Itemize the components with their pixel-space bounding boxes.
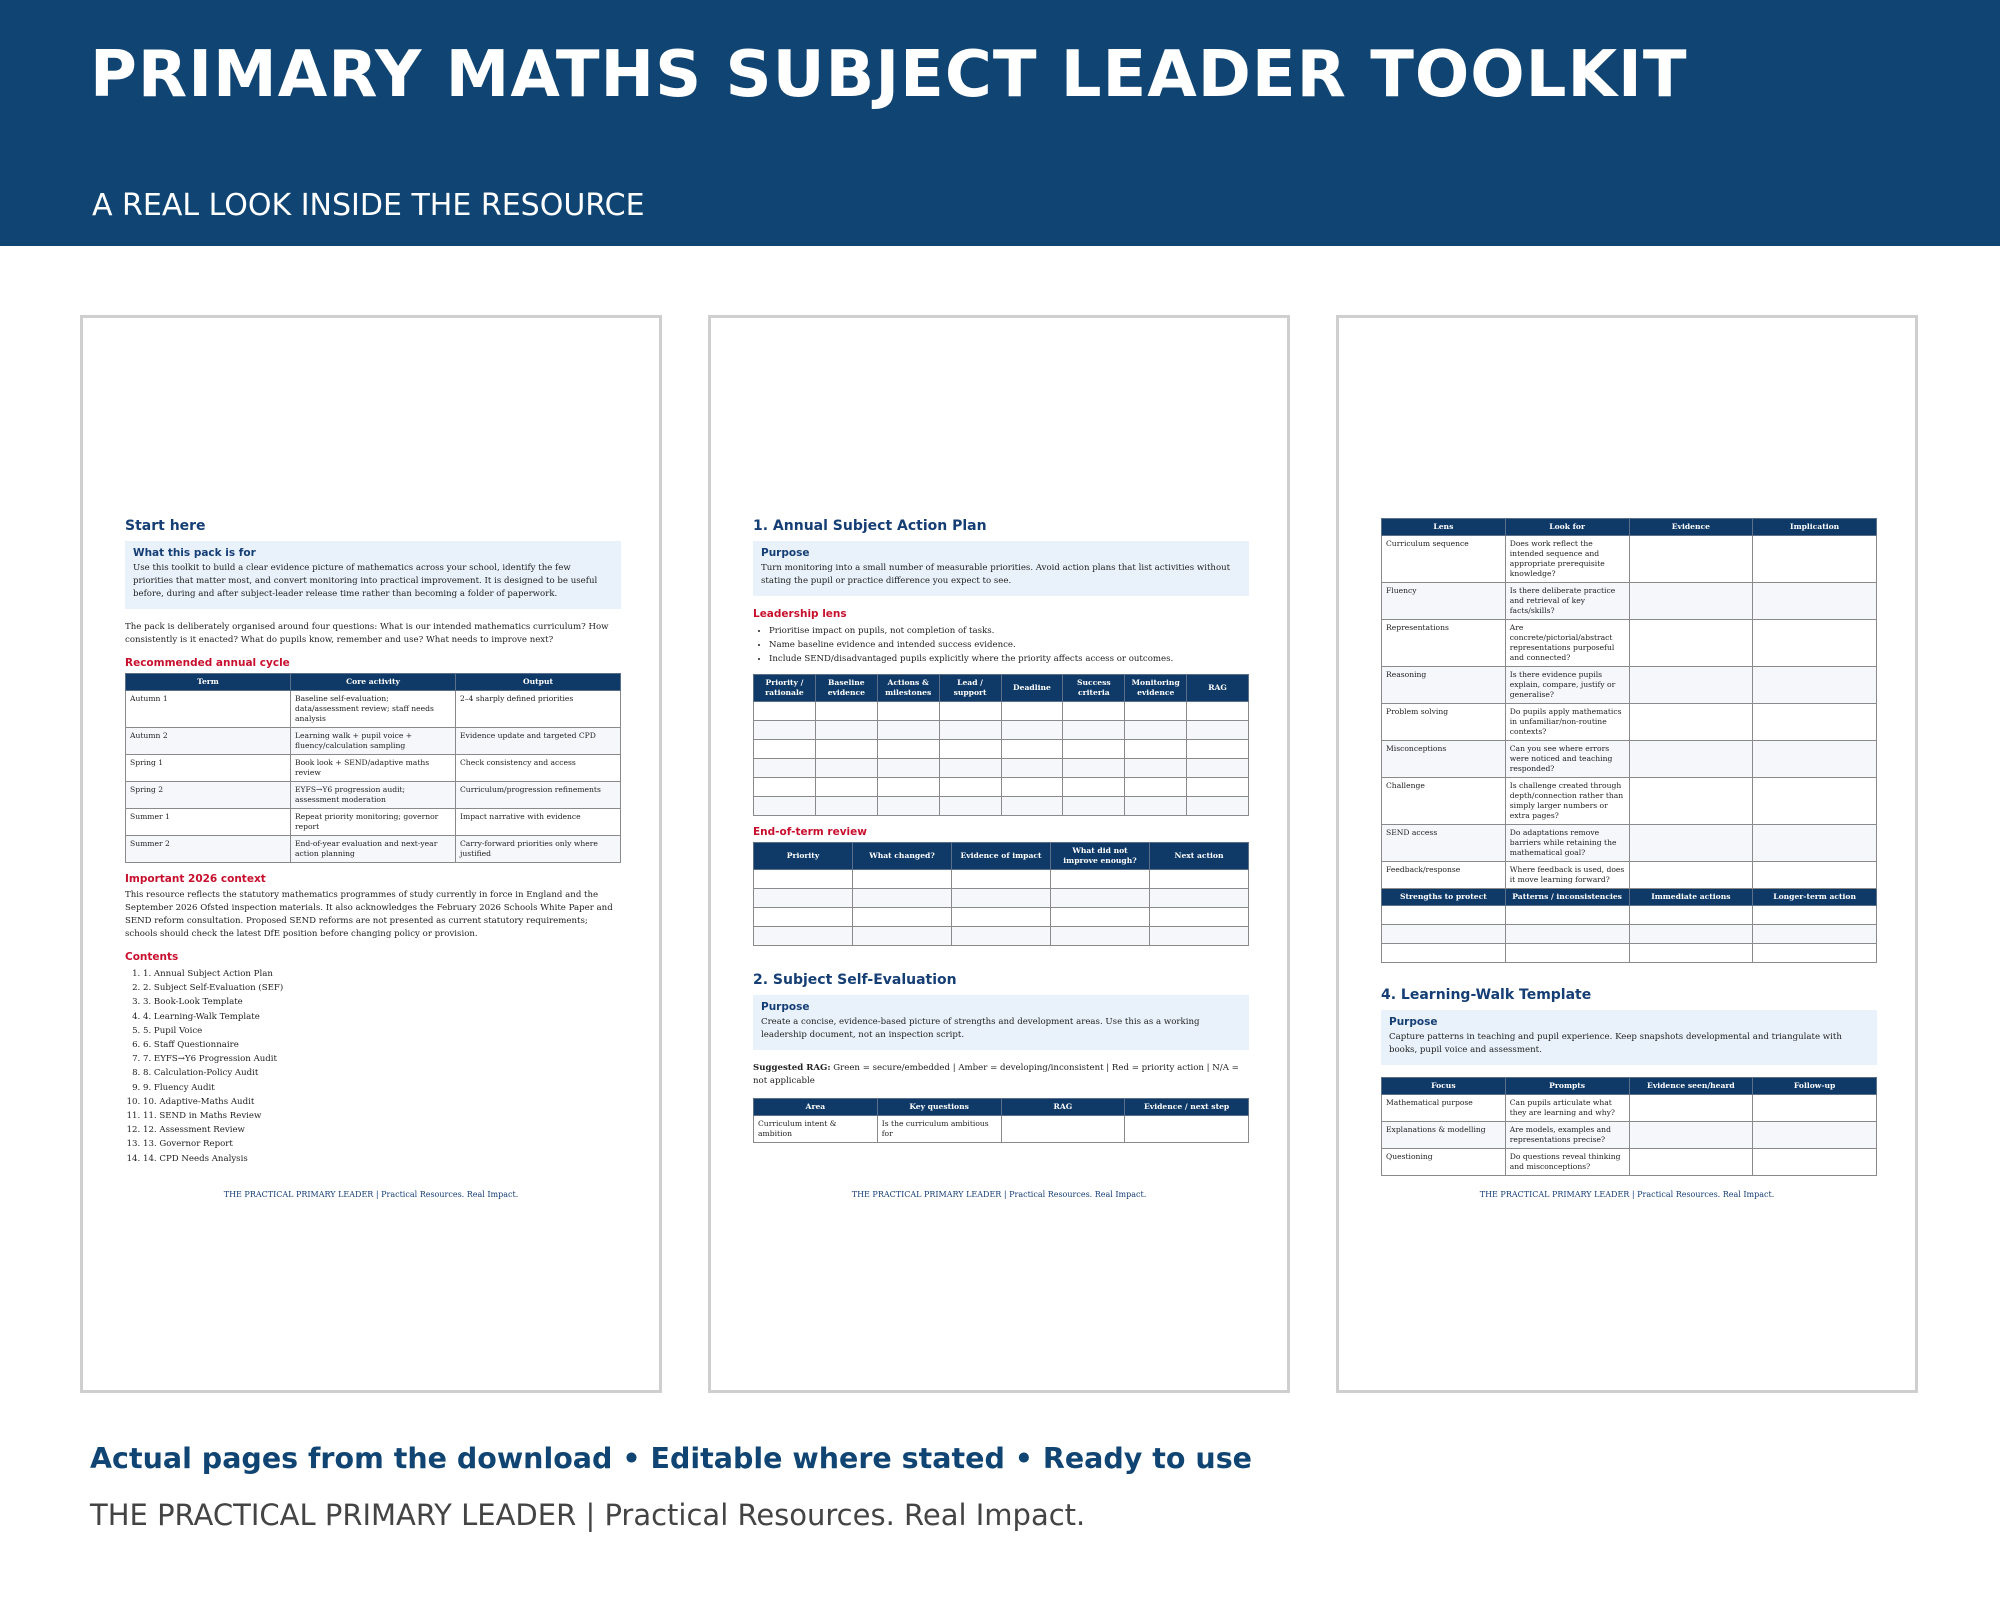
info-box-title: What this pack is for	[133, 547, 256, 559]
table-cell[interactable]	[754, 702, 816, 721]
table-cell[interactable]	[754, 740, 816, 759]
info-box	[125, 541, 621, 609]
table-cell[interactable]	[754, 778, 816, 797]
table-cell[interactable]	[877, 721, 939, 740]
table-cell[interactable]	[1125, 778, 1187, 797]
table-cell[interactable]	[754, 927, 853, 946]
table-cell: Misconceptions	[1382, 741, 1506, 778]
table-cell[interactable]	[1629, 667, 1753, 704]
table-cell[interactable]	[952, 870, 1051, 889]
table-cell[interactable]	[1150, 889, 1249, 908]
intro-paragraph: The pack is deliberately organised around four questions: What is our intended mathematics curriculum? How consistently is it enacted? What do pupils know, remember and use? What needs to improve next?	[125, 622, 609, 645]
table-row	[1382, 906, 1877, 925]
preview-page-action-plan	[708, 315, 1290, 1393]
table-cell: Repeat priority monitoring; governor report	[291, 809, 456, 836]
table-cell[interactable]	[1753, 825, 1877, 862]
table-row	[754, 927, 1249, 946]
table-cell[interactable]	[939, 702, 1001, 721]
table-header: Output	[456, 674, 621, 691]
list-item: 12. 12. Assessment Review	[143, 1123, 621, 1137]
page-content	[1381, 518, 1877, 1176]
table-cell[interactable]	[1382, 925, 1506, 944]
table-cell[interactable]	[939, 778, 1001, 797]
table-cell: Feedback/response	[1382, 862, 1506, 889]
rag-text: Green = secure/embedded | Amber = developing/inconsistent | Red = priority action | N/A = not applicable	[753, 1063, 1239, 1086]
table-row	[754, 889, 1249, 908]
brand-line: THE PRACTICAL PRIMARY LEADER | Practical Resources. Real Impact.	[90, 1498, 1086, 1532]
action-plan-table	[753, 674, 1249, 816]
list-item: 8. 8. Calculation-Policy Audit	[143, 1066, 621, 1080]
table-cell[interactable]	[1150, 927, 1249, 946]
table-row	[754, 759, 1249, 778]
page-title: PRIMARY MATHS SUBJECT LEADER TOOLKIT	[90, 38, 1688, 112]
table-cell[interactable]	[1753, 583, 1877, 620]
table-header: Immediate actions	[1629, 889, 1753, 906]
table-cell[interactable]	[815, 702, 877, 721]
table-cell[interactable]	[1629, 825, 1753, 862]
table-row	[1382, 536, 1877, 583]
context-title: Important 2026 context	[125, 873, 266, 885]
table-cell: Curriculum/progression refinements	[456, 782, 621, 809]
table-cell: Do questions reveal thinking and misconceptions?	[1505, 1149, 1629, 1176]
table-cell[interactable]	[815, 797, 877, 816]
table-cell[interactable]	[877, 740, 939, 759]
table-cell: Questioning	[1382, 1149, 1506, 1176]
table-cell: Do pupils apply mathematics in unfamiliar/non-routine contexts?	[1505, 704, 1629, 741]
list-item: 2. 2. Subject Self-Evaluation (SEF)	[143, 981, 621, 995]
table-cell: Representations	[1382, 620, 1506, 667]
info-box	[1381, 1010, 1877, 1065]
list-item: 6. 6. Staff Questionnaire	[143, 1038, 621, 1052]
table-cell[interactable]	[815, 759, 877, 778]
info-box-text: Capture patterns in teaching and pupil experience. Keep snapshots developmental and triangulate with books, pupil voice and assessment.	[1389, 1032, 1842, 1055]
table-cell[interactable]	[1629, 925, 1753, 944]
list-item: 9. 9. Fluency Audit	[143, 1081, 621, 1095]
table-cell[interactable]	[853, 870, 952, 889]
table-header: Priority / rationale	[754, 675, 816, 702]
table-cell: Impact narrative with evidence	[456, 809, 621, 836]
table-header: What changed?	[853, 843, 952, 870]
table-header: Evidence	[1629, 519, 1753, 536]
list-item: • Include SEND/disadvantaged pupils explicitly where the priority affects access or outcomes.	[769, 652, 1249, 666]
info-box	[753, 995, 1249, 1050]
list-item: • Name baseline evidence and intended success evidence.	[769, 638, 1249, 652]
table-cell[interactable]	[1753, 944, 1877, 963]
table-header: Monitoring evidence	[1125, 675, 1187, 702]
table-cell[interactable]	[1051, 889, 1150, 908]
table-header: Patterns / inconsistencies	[1505, 889, 1629, 906]
table-header: RAG	[1187, 675, 1249, 702]
table-cell: Spring 2	[126, 782, 291, 809]
table-header: Follow-up	[1753, 1078, 1877, 1095]
table-header: Core activity	[291, 674, 456, 691]
table-row	[1382, 862, 1877, 889]
table-cell[interactable]	[1753, 704, 1877, 741]
learning-walk-table	[1381, 1077, 1877, 1176]
table-cell[interactable]	[853, 889, 952, 908]
table-cell: Reasoning	[1382, 667, 1506, 704]
table-cell[interactable]	[1753, 862, 1877, 889]
info-box-text: Turn monitoring into a small number of measurable priorities. Avoid action plans that list activities without stating the pupil or practice difference you expect to see.	[761, 563, 1231, 586]
section-heading: 1. Annual Subject Action Plan	[753, 518, 987, 534]
table-cell[interactable]	[1125, 1116, 1249, 1143]
table-cell: Summer 2	[126, 836, 291, 863]
table-cell[interactable]	[1063, 740, 1125, 759]
table-cell: Where feedback is used, does it move learning forward?	[1505, 862, 1629, 889]
table-cell[interactable]	[1001, 778, 1063, 797]
table-cell[interactable]	[754, 797, 816, 816]
page-footer: THE PRACTICAL PRIMARY LEADER | Practical Resources. Real Impact.	[1479, 1190, 1775, 1199]
self-evaluation-table	[753, 1098, 1249, 1143]
page-footer: THE PRACTICAL PRIMARY LEADER | Practical Resources. Real Impact.	[851, 1190, 1147, 1199]
table-cell[interactable]	[1063, 721, 1125, 740]
list-item: 11. 11. SEND in Maths Review	[143, 1109, 621, 1123]
table-cell[interactable]	[853, 908, 952, 927]
table-cell: Baseline self-evaluation; data/assessment review; staff needs analysis	[291, 691, 456, 728]
table-cell: Are models, examples and representations precise?	[1505, 1122, 1629, 1149]
table-cell[interactable]	[939, 740, 1001, 759]
table-cell[interactable]	[1753, 778, 1877, 825]
table-cell: Can pupils articulate what they are learning and why?	[1505, 1095, 1629, 1122]
table-cell: Learning walk + pupil voice + fluency/calculation sampling	[291, 728, 456, 755]
table-cell[interactable]	[1001, 797, 1063, 816]
table-row	[126, 691, 621, 728]
table-cell[interactable]	[1382, 944, 1506, 963]
table-cell[interactable]	[952, 908, 1051, 927]
table-header: Look for	[1505, 519, 1629, 536]
table-cell[interactable]	[1629, 583, 1753, 620]
table-cell: Autumn 1	[126, 691, 291, 728]
table-cell: Is the curriculum ambitious for	[877, 1116, 1001, 1143]
table-row	[1382, 1149, 1877, 1176]
table-cell: Explanations & modelling	[1382, 1122, 1506, 1149]
table-cell[interactable]	[1629, 944, 1753, 963]
table-row	[1382, 667, 1877, 704]
table-row	[1382, 825, 1877, 862]
contents-title: Contents	[125, 951, 179, 963]
section-heading: 2. Subject Self-Evaluation	[753, 972, 957, 988]
table-cell: Check consistency and access	[456, 755, 621, 782]
table-cell[interactable]	[1629, 1095, 1753, 1122]
table-cell: Is challenge created through depth/connection rather than simply larger numbers or extra pages?	[1505, 778, 1629, 825]
table-cell[interactable]	[1629, 704, 1753, 741]
table-cell[interactable]	[877, 759, 939, 778]
table-cell[interactable]	[754, 759, 816, 778]
table-cell[interactable]	[1505, 925, 1629, 944]
table-cell[interactable]	[1187, 797, 1249, 816]
lens-list	[753, 624, 1249, 666]
table-header: Strengths to protect	[1382, 889, 1506, 906]
table-row	[754, 740, 1249, 759]
table-cell[interactable]	[1753, 741, 1877, 778]
table-row	[126, 782, 621, 809]
table-row	[754, 721, 1249, 740]
table-row	[1382, 1095, 1877, 1122]
table-cell[interactable]	[1125, 797, 1187, 816]
table-cell[interactable]	[1001, 721, 1063, 740]
table-header: Priority	[754, 843, 853, 870]
table-cell[interactable]	[1753, 906, 1877, 925]
context-paragraph: This resource reflects the statutory mathematics programmes of study currently in force in England and the September 2026 Ofsted inspection materials. It also acknowledges the February 2026 Schools White Paper and SEND reform consultation. Proposed SEND reforms are not presented as current statutory requirements; schools should check the latest DfE position before changing policy or provision.	[125, 890, 613, 939]
table-cell: 2–4 sharply defined priorities	[456, 691, 621, 728]
list-item: 7. 7. EYFS→Y6 Progression Audit	[143, 1052, 621, 1066]
table-header: Implication	[1753, 519, 1877, 536]
table-header: Deadline	[1001, 675, 1063, 702]
table-row	[754, 1116, 1249, 1143]
annual-cycle-table	[125, 673, 621, 863]
table-cell[interactable]	[1125, 740, 1187, 759]
review-title: End-of-term review	[753, 826, 867, 838]
table-cell[interactable]	[877, 702, 939, 721]
header-banner	[0, 0, 2000, 246]
table-cell[interactable]	[815, 740, 877, 759]
table-cell[interactable]	[815, 721, 877, 740]
page-content	[753, 518, 1249, 1143]
table-header: Area	[754, 1099, 878, 1116]
table-cell: Do adaptations remove barriers while retaining the mathematical goal?	[1505, 825, 1629, 862]
table-row	[126, 728, 621, 755]
table-cell[interactable]	[1629, 862, 1753, 889]
table-cell[interactable]	[1063, 759, 1125, 778]
table-cell[interactable]	[939, 797, 1001, 816]
table-header: Prompts	[1505, 1078, 1629, 1095]
table-cell: Is there deliberate practice and retrieval of key facts/skills?	[1505, 583, 1629, 620]
table-row	[1382, 620, 1877, 667]
table-cell[interactable]	[754, 870, 853, 889]
page-footer: THE PRACTICAL PRIMARY LEADER | Practical Resources. Real Impact.	[223, 1190, 519, 1199]
table-cell: Can you see where errors were noticed and teaching responded?	[1505, 741, 1629, 778]
section-heading: Start here	[125, 518, 206, 534]
table-cell: Summer 1	[126, 809, 291, 836]
contents-list	[125, 967, 621, 1166]
table-header: Actions & milestones	[877, 675, 939, 702]
table-row	[1382, 583, 1877, 620]
table-row	[1382, 925, 1877, 944]
table-cell[interactable]	[754, 908, 853, 927]
table-header: Lens	[1382, 519, 1506, 536]
table-cell[interactable]	[939, 721, 1001, 740]
end-of-term-review-table	[753, 842, 1249, 946]
tagline: Actual pages from the download • Editable where stated • Ready to use	[90, 1442, 1253, 1475]
info-box-text: Create a concise, evidence-based picture of strengths and development areas. Use this as a working leadership document, not an inspection script.	[761, 1017, 1200, 1040]
table-header: Evidence / next step	[1125, 1099, 1249, 1116]
rag-label: Suggested RAG:	[753, 1063, 831, 1073]
table-cell: Carry-forward priorities only where justified	[456, 836, 621, 863]
book-look-table	[1381, 518, 1877, 963]
table-header: Next action	[1150, 843, 1249, 870]
table-header: Term	[126, 674, 291, 691]
table-row	[1382, 704, 1877, 741]
table-cell: Spring 1	[126, 755, 291, 782]
table-header: Evidence seen/heard	[1629, 1078, 1753, 1095]
table-cell[interactable]	[1753, 925, 1877, 944]
table-row	[1382, 944, 1877, 963]
table-row	[1382, 778, 1877, 825]
table-row	[754, 908, 1249, 927]
table-cell[interactable]	[939, 759, 1001, 778]
table-cell[interactable]	[1753, 1149, 1877, 1176]
table-cell[interactable]	[1187, 721, 1249, 740]
table-cell[interactable]	[1001, 702, 1063, 721]
table-cell[interactable]	[1753, 536, 1877, 583]
table-cell[interactable]	[1629, 906, 1753, 925]
table-cell[interactable]	[1051, 927, 1150, 946]
table-cell: SEND access	[1382, 825, 1506, 862]
table-cell[interactable]	[1629, 741, 1753, 778]
table-cell[interactable]	[1001, 1116, 1125, 1143]
table-cell: Mathematical purpose	[1382, 1095, 1506, 1122]
table-row	[126, 809, 621, 836]
table-cell[interactable]	[1125, 721, 1187, 740]
table-row	[1382, 1122, 1877, 1149]
table-header: RAG	[1001, 1099, 1125, 1116]
table-row	[1382, 741, 1877, 778]
info-box-text: Use this toolkit to build a clear evidence picture of mathematics across your school, identify the few priorities that matter most, and convert monitoring into practical improvement. It is designed to be useful before, during and after subject-leader release time rather than becoming a folder of paperwork.	[133, 563, 598, 599]
info-box-title: Purpose	[1389, 1016, 1438, 1028]
table-cell[interactable]	[1125, 759, 1187, 778]
list-item: • Prioritise impact on pupils, not completion of tasks.	[769, 624, 1249, 638]
info-box-title: Purpose	[761, 547, 810, 559]
table-cell[interactable]	[952, 889, 1051, 908]
page-content	[125, 518, 621, 1166]
table-row	[754, 797, 1249, 816]
table-cell[interactable]	[1051, 908, 1150, 927]
table-cell[interactable]	[1505, 944, 1629, 963]
info-box	[753, 541, 1249, 596]
table-row	[754, 702, 1249, 721]
table-cell[interactable]	[754, 889, 853, 908]
table-cell: Fluency	[1382, 583, 1506, 620]
table-cell[interactable]	[815, 778, 877, 797]
section-heading: 4. Learning-Walk Template	[1381, 987, 1592, 1003]
table-cell[interactable]	[1063, 778, 1125, 797]
table-cell: Are concrete/pictorial/abstract representations purposeful and connected?	[1505, 620, 1629, 667]
table-header: Baseline evidence	[815, 675, 877, 702]
table-header: Success criteria	[1063, 675, 1125, 702]
table-cell: End-of-year evaluation and next-year action planning	[291, 836, 456, 863]
table-cell[interactable]	[1051, 870, 1150, 889]
table-cell[interactable]	[1001, 759, 1063, 778]
table-cell[interactable]	[1629, 536, 1753, 583]
cycle-title: Recommended annual cycle	[125, 657, 290, 669]
table-cell[interactable]	[1063, 702, 1125, 721]
table-cell[interactable]	[1187, 759, 1249, 778]
table-cell[interactable]	[1063, 797, 1125, 816]
table-cell[interactable]	[1187, 702, 1249, 721]
table-cell[interactable]	[952, 927, 1051, 946]
table-cell: EYFS→Y6 progression audit; assessment moderation	[291, 782, 456, 809]
table-cell[interactable]	[877, 778, 939, 797]
table-cell[interactable]	[1629, 778, 1753, 825]
table-cell[interactable]	[853, 927, 952, 946]
table-cell[interactable]	[1187, 778, 1249, 797]
table-row	[126, 755, 621, 782]
table-header: Focus	[1382, 1078, 1506, 1095]
page-subtitle: A REAL LOOK INSIDE THE RESOURCE	[92, 188, 645, 223]
list-item: 3. 3. Book-Look Template	[143, 995, 621, 1009]
table-cell[interactable]	[1505, 906, 1629, 925]
table-cell: Challenge	[1382, 778, 1506, 825]
table-cell: Evidence update and targeted CPD	[456, 728, 621, 755]
table-cell: Curriculum sequence	[1382, 536, 1506, 583]
table-cell[interactable]	[1125, 702, 1187, 721]
table-header: What did not improve enough?	[1051, 843, 1150, 870]
table-header: Lead / support	[939, 675, 1001, 702]
table-cell[interactable]	[1150, 908, 1249, 927]
table-cell: Autumn 2	[126, 728, 291, 755]
table-cell[interactable]	[1150, 870, 1249, 889]
list-item: 10. 10. Adaptive-Maths Audit	[143, 1095, 621, 1109]
table-cell: Book look + SEND/adaptive maths review	[291, 755, 456, 782]
list-item: 4. 4. Learning-Walk Template	[143, 1010, 621, 1024]
table-row	[754, 870, 1249, 889]
info-box-title: Purpose	[761, 1001, 810, 1013]
list-item: 1. 1. Annual Subject Action Plan	[143, 967, 621, 981]
table-cell[interactable]	[1382, 906, 1506, 925]
table-row	[754, 778, 1249, 797]
lens-title: Leadership lens	[753, 608, 847, 620]
list-item: 14. 14. CPD Needs Analysis	[143, 1152, 621, 1166]
table-cell: Curriculum intent & ambition	[754, 1116, 878, 1143]
table-cell[interactable]	[1753, 620, 1877, 667]
table-cell[interactable]	[1753, 667, 1877, 704]
table-cell[interactable]	[1629, 620, 1753, 667]
table-cell: Problem solving	[1382, 704, 1506, 741]
preview-page-start-here	[80, 315, 662, 1393]
table-header: Longer-term action	[1753, 889, 1877, 906]
table-cell[interactable]	[1753, 1122, 1877, 1149]
table-cell[interactable]	[1187, 740, 1249, 759]
rag-key	[753, 1062, 1249, 1088]
table-cell[interactable]	[1753, 1095, 1877, 1122]
preview-page-book-look	[1336, 315, 1918, 1393]
table-row	[126, 836, 621, 863]
list-item: 13. 13. Governor Report	[143, 1137, 621, 1151]
table-cell: Is there evidence pupils explain, compare, justify or generalise?	[1505, 667, 1629, 704]
table-cell[interactable]	[1629, 1149, 1753, 1176]
table-header: Evidence of impact	[952, 843, 1051, 870]
list-item: 5. 5. Pupil Voice	[143, 1024, 621, 1038]
table-cell[interactable]	[754, 721, 816, 740]
table-header: Key questions	[877, 1099, 1001, 1116]
table-cell[interactable]	[1001, 740, 1063, 759]
table-cell[interactable]	[877, 797, 939, 816]
table-cell[interactable]	[1629, 1122, 1753, 1149]
table-cell: Does work reflect the intended sequence and appropriate prerequisite knowledge?	[1505, 536, 1629, 583]
